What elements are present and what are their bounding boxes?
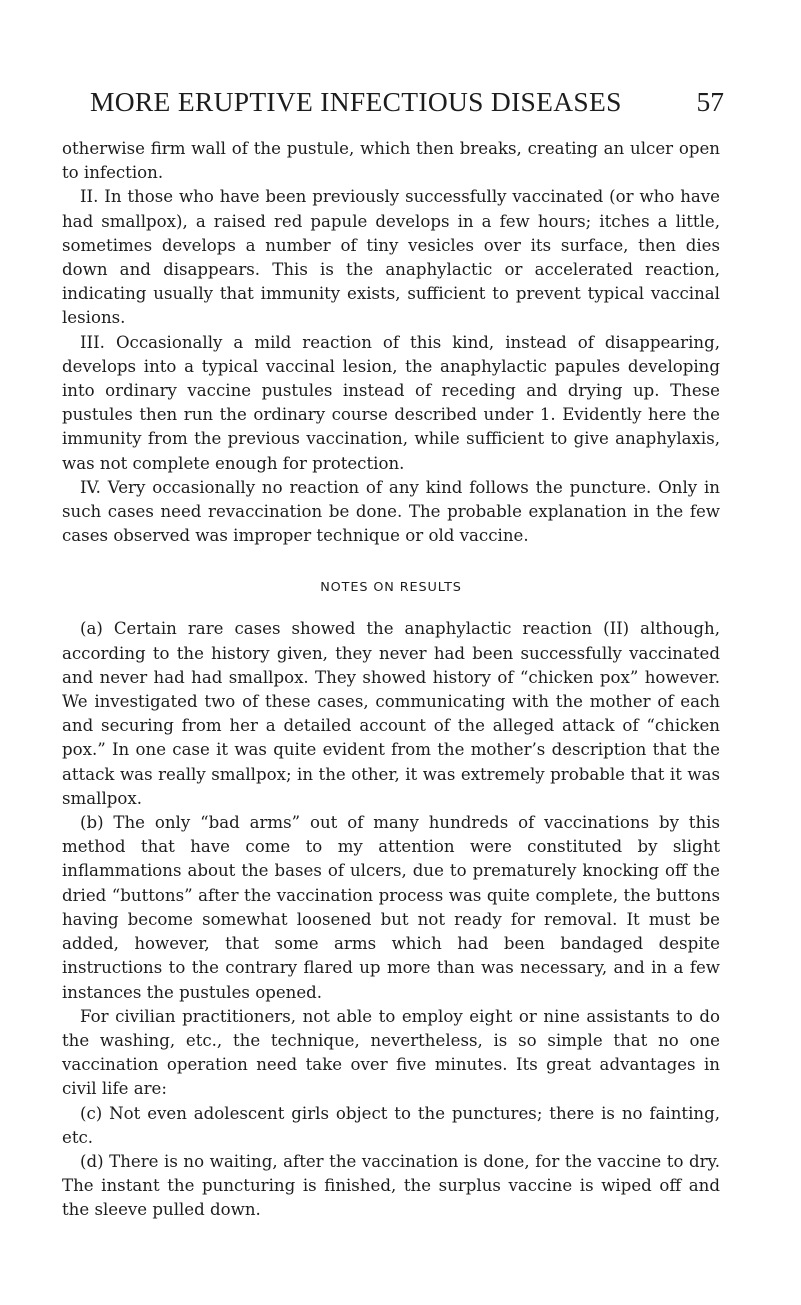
note-c: (c) Not even adolescent girls object to the punctures; there is no fainting, etc. — [62, 1103, 720, 1147]
paragraph-continuation: otherwise firm wall of the pustule, which then breaks, creating an ulcer open to infection. — [62, 139, 720, 183]
body-text — [62, 137, 720, 1223]
civilian-paragraph: For civilian practitioners, not able to employ eight or nine assistants to do the washing, etc., the technique, nevertheless, is so simple that no one vaccination operation need take over five minutes. Its great advantages in civil life are: — [62, 1006, 720, 1099]
note-b: (b) The only “bad arms” out of many hundreds of vaccinations by this method that have come to my attention were constituted by slight inflammations about the bases of ulcers, due to prematurely knocking off the dried “buttons” after the vaccination process was quite complete, the buttons having become somewhat loosened but not ready for removal. It must be added, however, that some arms which had been bandaged despite instructions to the contrary flared up more than was necessary, and in a few instances the pustules opened. — [62, 813, 720, 1002]
paragraph-ii: II. In those who have been previously successfully vaccinated (or who have had smallpox), a raised red papule develops in a few hours; itches a little, sometimes develops a number of tiny vesicles over its surface, then dies down and disappears. This is the anaphylactic or accelerated reaction, indicating usually that immunity exists, sufficient to prevent typical vaccinal lesions. — [62, 187, 720, 328]
section-heading: NOTES ON RESULTS — [320, 580, 462, 596]
running-title: MORE ERUPTIVE INFECTIOUS DISEASES — [90, 86, 622, 117]
note-a: (a) Certain rare cases showed the anaphylactic reaction (II) although, according to the history given, they never had been successfully vaccinated and never had had smallpox. They showed history of “chicken pox” however. We investigated two of these cases, communicating with the mother of each and securing from her a detailed account of the alleged attack of “chicken pox.” In one case it was quite evident from the mother’s description that the attack was really smallpox; in the other, it was extremely probable that it was smallpox. — [62, 619, 720, 808]
page-header — [62, 84, 724, 120]
paragraph-iii: III. Occasionally a mild reaction of this kind, instead of disappearing, develops into a typical vaccinal lesion, the anaphylactic papules developing into ordinary vaccine pustules instead of receding and drying up. These pustules then run the ordinary course described under 1. Evidently here the immunity from the previous vaccination, while sufficient to give anaphylaxis, was not complete enough for protection. — [62, 332, 720, 473]
paragraph-iv: IV. Very occasionally no reaction of any kind follows the puncture. Only in such cases need revaccination be done. The probable explanation in the few cases observed was improper technique or old vaccine. — [62, 477, 720, 546]
page-number: 57 — [696, 86, 724, 117]
note-d: (d) There is no waiting, after the vaccination is done, for the vaccine to dry. The instant the puncturing is finished, the surplus vaccine is wiped off and the sleeve pulled down. — [62, 1151, 720, 1220]
